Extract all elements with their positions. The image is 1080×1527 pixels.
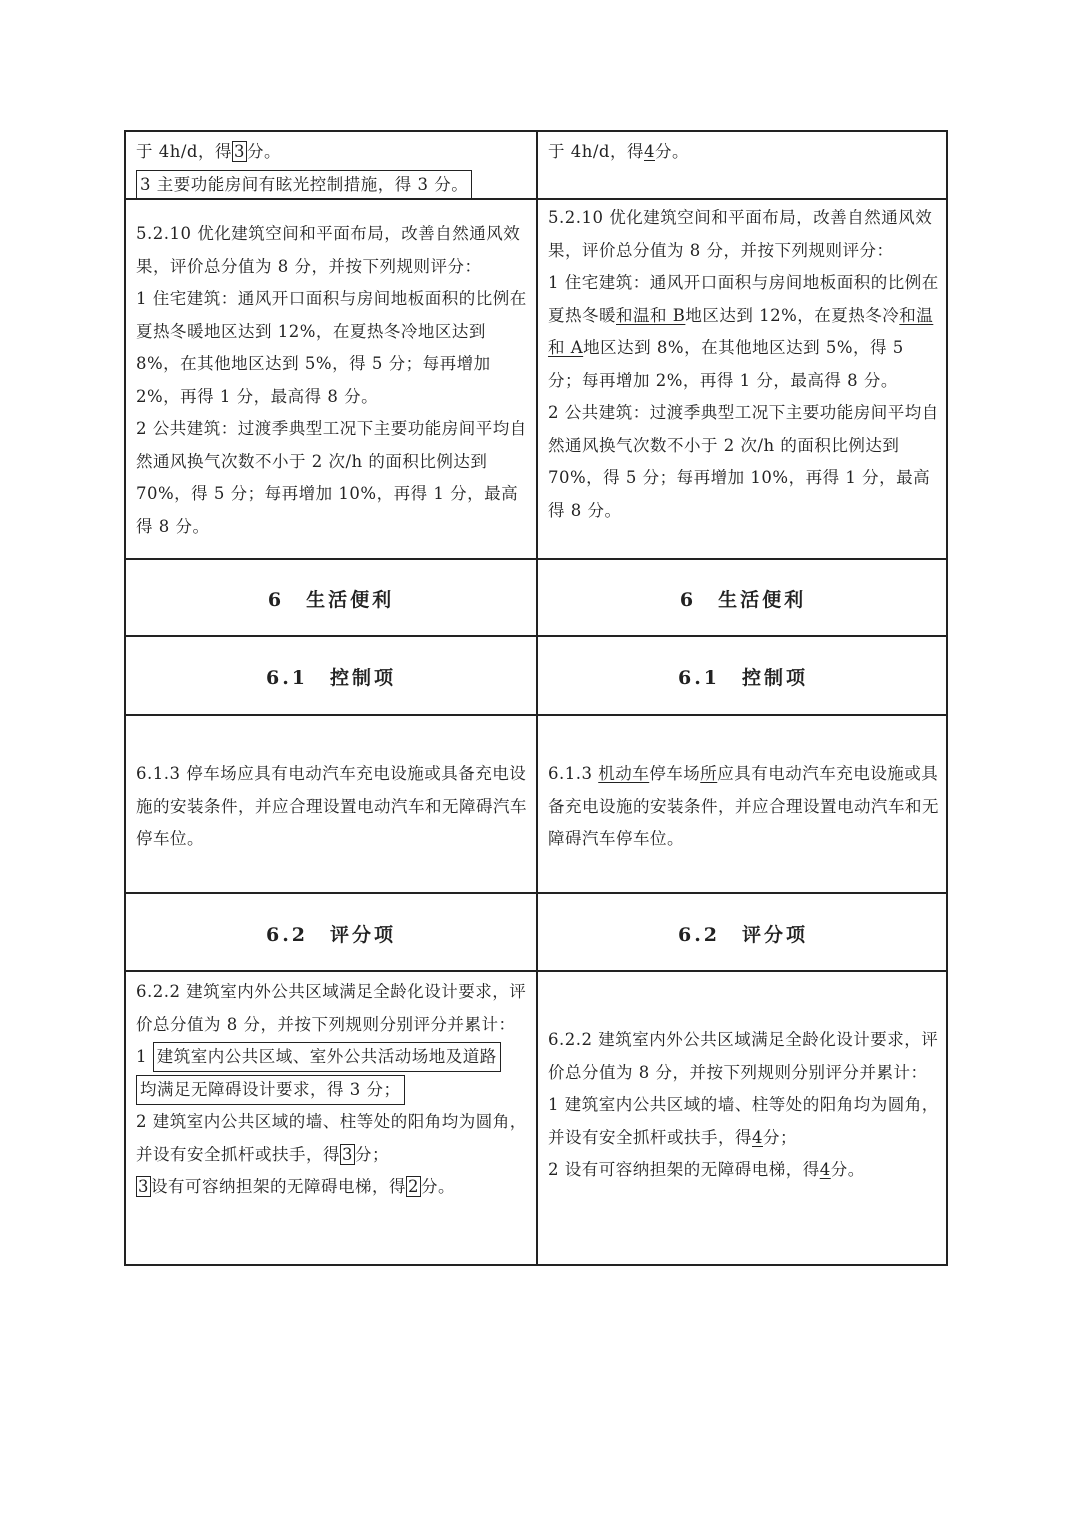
clause-paragraph: 1 住宅建筑：通风开口面积与房间地板面积的比例在夏热冬暖地区达到 12%，在夏热冬冷地区达到 8%，在其他地区达到 5%，得 5 分；每再增加 2%，再得 1 分，最高得 8 分。: [136, 289, 527, 406]
underlined-addition: 机动车: [598, 764, 650, 783]
row1-left-cell: [136, 136, 528, 201]
text: 分；: [355, 1144, 389, 1164]
underlined-addition: 和温和 B: [616, 305, 686, 325]
boxed-value: 3: [234, 142, 245, 161]
section-6-heading: 6 生活便利: [679, 589, 807, 611]
clause-paragraph: 6.2.2 建筑室内外公共区域满足全龄化设计要求，评价总分值为 8 分，并按下列规则分别评分并累计：: [548, 1030, 939, 1082]
row-divider: [126, 635, 946, 637]
comparison-table: [124, 130, 948, 1266]
clause-paragraph: [136, 1171, 528, 1204]
row1-right-cell: [548, 136, 942, 169]
text: 分。: [830, 1160, 865, 1179]
text: 分。: [247, 142, 281, 161]
underlined-addition: 和温和 A: [548, 305, 934, 357]
row-divider: [126, 892, 946, 894]
text: 1: [136, 1047, 147, 1066]
text: 于 4h/d，得: [136, 142, 232, 161]
clause-paragraph: [548, 1089, 942, 1154]
clause-paragraph: [548, 758, 942, 856]
row-divider: [126, 970, 946, 972]
text: 1 住宅建筑：通风开口面积与房间地板面积的比例在夏热冬暖: [548, 273, 939, 325]
clause-paragraph: [136, 1041, 528, 1074]
row1-left-line1: [136, 136, 528, 169]
text: 应具有电动汽车充电设施或具备充电设施的安装条件，并应合理设置电动汽车和无障碍汽车停车位。: [548, 764, 939, 848]
section-6-heading: 6 生活便利: [267, 589, 395, 611]
clause-paragraph: 2 公共建筑：过渡季典型工况下主要功能房间平均自然通风换气次数不小于 2 次/h 的面积比例达到 70%，得 5 分；每再增加 10%，再得 1 分，最高得 8 分。: [548, 403, 939, 520]
text: 地区达到 8%，在其他地区达到 5%，得 5 分；每再增加 2%，再得 1 分，最高得 8 分。: [548, 338, 904, 390]
boxed-value: 3: [138, 1177, 149, 1196]
text: 地区达到 12%，在夏热冬冷: [685, 305, 900, 325]
clause-paragraph: 2 公共建筑：过渡季典型工况下主要功能房间平均自然通风换气次数不小于 2 次/h 的面积比例达到 70%，得 5 分；每再增加 10%，再得 1 分，最高得 8 分。: [136, 419, 527, 536]
clause-6-2-2-new: [548, 1024, 942, 1187]
boxed-value: 2: [408, 1177, 419, 1196]
section-6-1-heading: 6.1 控制项: [677, 667, 809, 689]
underlined-value: 4: [752, 1127, 763, 1147]
row1-right-line1: [548, 136, 942, 169]
column-divider: [536, 132, 538, 1264]
clause-paragraph: [136, 1106, 528, 1171]
clause-6-2-2-old: [136, 976, 528, 1204]
text: 2 设有可容纳担架的无障碍电梯，得: [548, 1160, 820, 1179]
underlined-value: 4: [819, 1160, 831, 1179]
boxed-deleted-clause: 建筑室内公共区域、室外公共活动场地及道路: [153, 1042, 501, 1072]
text: 分。: [655, 142, 689, 161]
clause-5-2-10-old: [136, 218, 528, 543]
text: 设有可容纳担架的无障碍电梯，得: [151, 1177, 406, 1196]
section-6-2-heading: 6.2 评分项: [265, 924, 397, 946]
text: 分；: [763, 1127, 797, 1147]
clause-paragraph: 5.2.10 优化建筑空间和平面布局，改善自然通风效果，评价总分值为 8 分，并按下列规则评分：: [136, 224, 521, 276]
text: 1 建筑室内公共区域的墙、柱等处的阳角均为圆角，并设有安全抓杆或扶手，得: [548, 1095, 939, 1147]
clause-5-2-10-new: [548, 202, 942, 527]
boxed-value: 3: [342, 1144, 353, 1164]
clause-paragraph: [136, 1074, 528, 1107]
clause-6-1-3-new: [548, 758, 942, 856]
section-6-1-heading: 6.1 控制项: [265, 667, 397, 689]
boxed-deleted-clause: 3 主要功能房间有眩光控制措施，得 3 分。: [136, 170, 472, 200]
clause-paragraph: 6.2.2 建筑室内外公共区域满足全龄化设计要求，评价总分值为 8 分，并按下列规则分别评分并累计：: [136, 982, 527, 1034]
row-divider: [126, 714, 946, 716]
row-divider: [126, 558, 946, 560]
clause-6-1-3-old: [136, 758, 528, 856]
boxed-deleted-clause: 均满足无障碍设计要求，得 3 分；: [136, 1075, 405, 1105]
clause-paragraph: 5.2.10 优化建筑空间和平面布局，改善自然通风效果，评价总分值为 8 分，并按下列规则评分：: [548, 208, 933, 260]
text: 于 4h/d，得: [548, 142, 644, 161]
text: 分。: [421, 1177, 455, 1196]
clause-paragraph: 6.1.3 停车场应具有电动汽车充电设施或具备充电设施的安装条件，并应合理设置电动汽车和无障碍汽车停车位。: [136, 764, 527, 848]
section-6-2-heading: 6.2 评分项: [677, 924, 809, 946]
clause-paragraph: [548, 267, 942, 397]
underlined-value: 4: [644, 142, 655, 161]
text: 6.1.3: [548, 764, 593, 783]
underlined-addition: 所: [700, 764, 718, 783]
text: 2 建筑室内公共区域的墙、柱等处的阳角均为圆角，并设有安全抓杆或扶手，得: [136, 1112, 527, 1164]
text: 停车场: [649, 764, 701, 783]
clause-paragraph: [548, 1154, 942, 1187]
